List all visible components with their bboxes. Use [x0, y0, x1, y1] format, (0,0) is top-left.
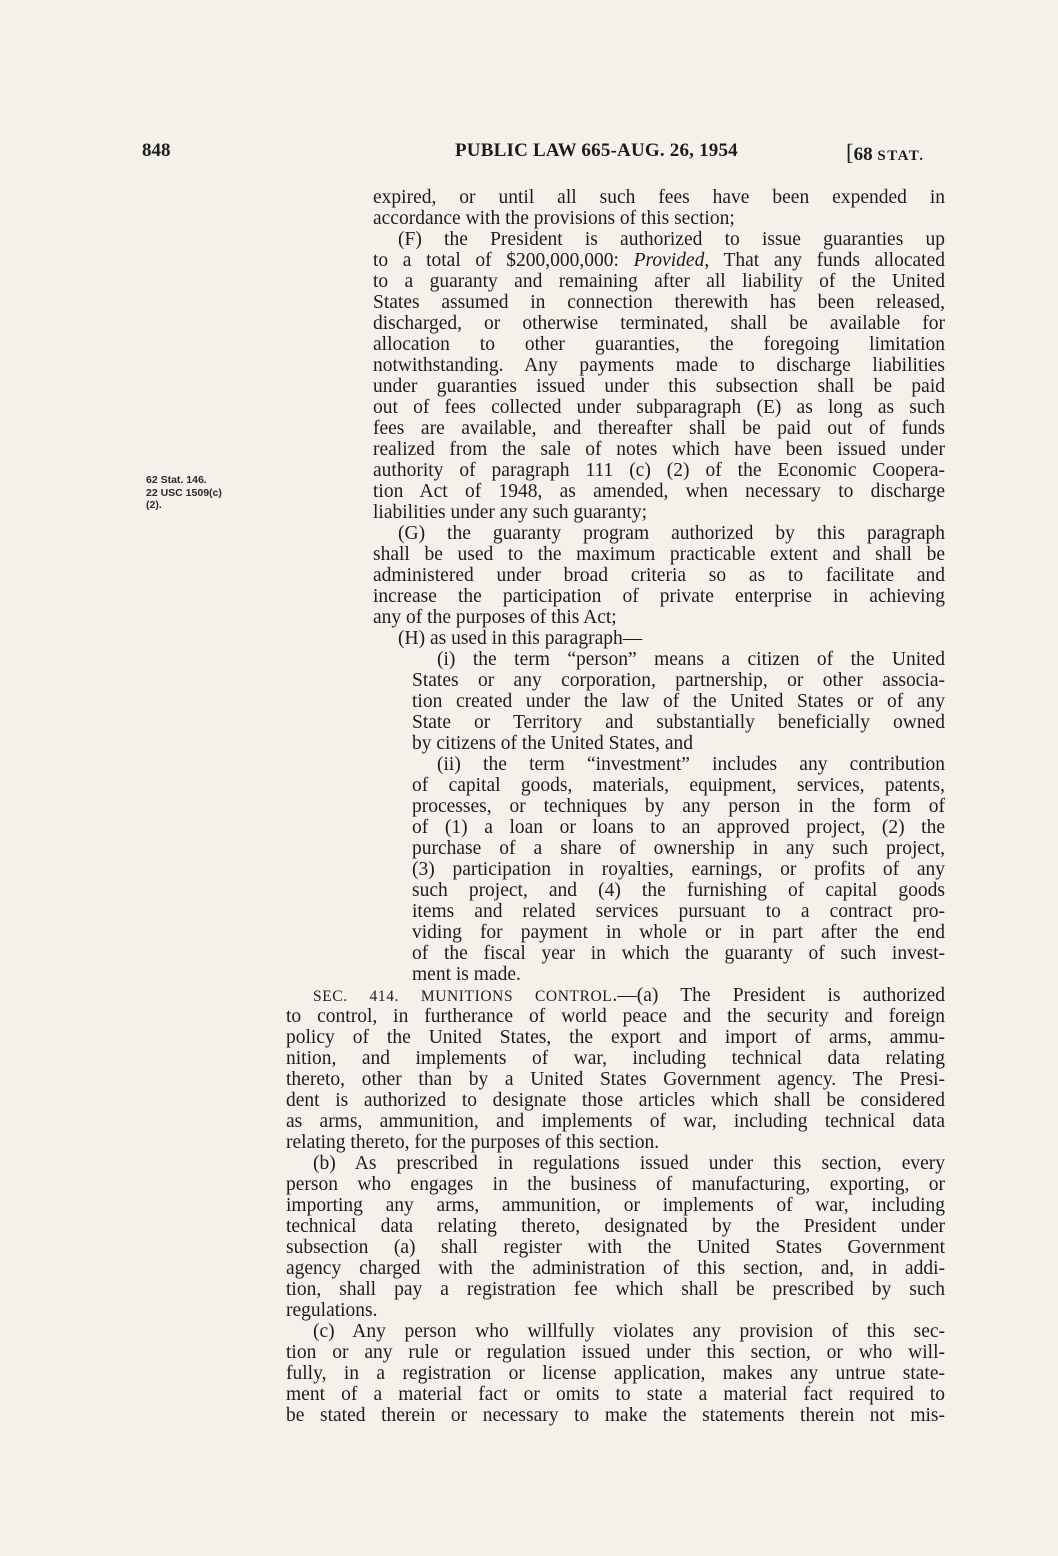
text-line: liabilities under any such guaranty; — [373, 502, 648, 523]
text-line: realized from the sale of notes which have been issued under — [373, 439, 945, 460]
text-line: allocation to other guaranties, the foregoing limitation — [373, 334, 945, 355]
section-heading-line — [313, 985, 945, 1008]
running-head: PUBLIC LAW 665-AUG. 26, 1954 — [455, 140, 738, 161]
text-line: relating thereto, for the purposes of this section. — [286, 1132, 660, 1153]
text-line: of (1) a loan or loans to an approved project, (2) the — [412, 817, 945, 838]
margin-citation-line: 62 Stat. 146. — [146, 474, 207, 486]
text-line: importing any arms, ammunition, or implements of war, including — [286, 1195, 945, 1216]
text-line: regulations. — [286, 1300, 378, 1321]
text-line: to control, in furtherance of world peace and the security and foreign — [286, 1006, 945, 1027]
text-line: tion created under the law of the United States or of any — [412, 691, 945, 712]
text-line — [373, 250, 945, 272]
volume-stat: STAT. — [877, 148, 925, 164]
volume-bracket: [ — [846, 140, 854, 165]
margin-citation-line: 22 USC 1509(c) — [146, 486, 222, 499]
text-line: under guaranties issued under this subsection shall be paid — [373, 376, 945, 397]
text-line: be stated therein or necessary to make the statements therein not mis- — [286, 1405, 945, 1426]
text-line: (b) As prescribed in regulations issued under this section, every — [313, 1153, 945, 1174]
text-line: purchase of a share of ownership in any such project, — [412, 838, 945, 859]
text-fragment: to a total of $200,000,000: — [373, 250, 634, 271]
section-title: MUNITIONS CONTROL — [420, 988, 613, 1005]
text-line: technical data relating thereto, designated by the President under — [286, 1216, 945, 1237]
text-line: (ii) the term “investment” includes any contribution — [437, 754, 945, 775]
text-line: (3) participation in royalties, earnings, or profits of any — [412, 859, 945, 880]
text-line: any of the purposes of this Act; — [373, 607, 617, 628]
volume-number: 68 — [853, 144, 873, 165]
text-line: authority of paragraph 111 (c) (2) of the Economic Coopera- — [373, 460, 945, 481]
text-line: of capital goods, materials, equipment, services, patents, — [412, 775, 945, 796]
text-line: administered under broad criteria so as to facilitate and — [373, 565, 945, 586]
text-line: policy of the United States, the export and import of arms, ammu- — [286, 1027, 945, 1048]
text-line: accordance with the provisions of this section; — [373, 208, 735, 229]
text-line: ment is made. — [412, 964, 521, 985]
text-line: (F) the President is authorized to issue guaranties up — [398, 229, 945, 250]
text-line: agency charged with the administration of this section, and, in addi- — [286, 1258, 945, 1279]
text-line: fully, in a registration or license application, makes any untrue state- — [286, 1363, 945, 1384]
text-line: such project, and (4) the furnishing of capital goods — [412, 880, 945, 901]
text-line: notwithstanding. Any payments made to discharge liabilities — [373, 355, 945, 376]
text-line: shall be used to the maximum practicable extent and shall be — [373, 544, 945, 565]
text-line: States assumed in connection therewith has been released, — [373, 292, 945, 313]
text-line: of the fiscal year in which the guaranty of such invest- — [412, 943, 945, 964]
text-line: by citizens of the United States, and — [412, 733, 694, 754]
section-number: SEC. 414. — [313, 988, 421, 1005]
text-line: States or any corporation, partnership, or other associa- — [412, 670, 945, 691]
text-line: thereto, other than by a United States Government agency. The Presi- — [286, 1069, 945, 1090]
text-line: items and related services pursuant to a contract pro- — [412, 901, 945, 922]
text-line: subsection (a) shall register with the United States Government — [286, 1237, 945, 1258]
text-line: discharged, or otherwise terminated, shall be available for — [373, 313, 945, 334]
italic-proviso: Provided — [633, 250, 705, 271]
text-line: as arms, ammunition, and implements of war, including technical data — [286, 1111, 945, 1132]
text-line: to a guaranty and remaining after all liability of the United — [373, 271, 945, 292]
text-fragment: .—(a) The President is authorized — [612, 985, 945, 1006]
margin-citation-line: (2). — [146, 499, 162, 511]
text-line: fees are available, and thereafter shall be paid out of funds — [373, 418, 945, 439]
text-line: State or Territory and substantially beneficially owned — [412, 712, 945, 733]
text-line: ment of a material fact or omits to state a material fact required to — [286, 1384, 945, 1405]
text-line: (c) Any person who willfully violates any provision of this sec- — [313, 1321, 945, 1342]
page-number: 848 — [142, 140, 171, 161]
text-line: person who engages in the business of manufacturing, exporting, or — [286, 1174, 945, 1195]
text-fragment: , That any funds allocated — [704, 250, 945, 271]
text-line: tion, shall pay a registration fee which shall be prescribed by such — [286, 1279, 945, 1300]
text-line: (H) as used in this paragraph— — [398, 628, 643, 649]
text-line: out of fees collected under subparagraph (E) as long as such — [373, 397, 945, 418]
text-line: (i) the term “person” means a citizen of the United — [437, 649, 945, 670]
text-line: (G) the guaranty program authorized by this paragraph — [398, 523, 945, 544]
text-line: viding for payment in whole or in part after the end — [412, 922, 945, 943]
text-line: processes, or techniques by any person in the form of — [412, 796, 945, 817]
text-line: increase the participation of private enterprise in achieving — [373, 586, 945, 607]
text-line: nition, and implements of war, including technical data relating — [286, 1048, 945, 1069]
text-line: tion Act of 1948, as amended, when necessary to discharge — [373, 481, 945, 502]
text-line: tion or any rule or regulation issued under this section, or who will- — [286, 1342, 945, 1363]
text-line: expired, or until all such fees have been expended in — [373, 187, 945, 208]
text-line: dent is authorized to designate those articles which shall be considered — [286, 1090, 945, 1111]
